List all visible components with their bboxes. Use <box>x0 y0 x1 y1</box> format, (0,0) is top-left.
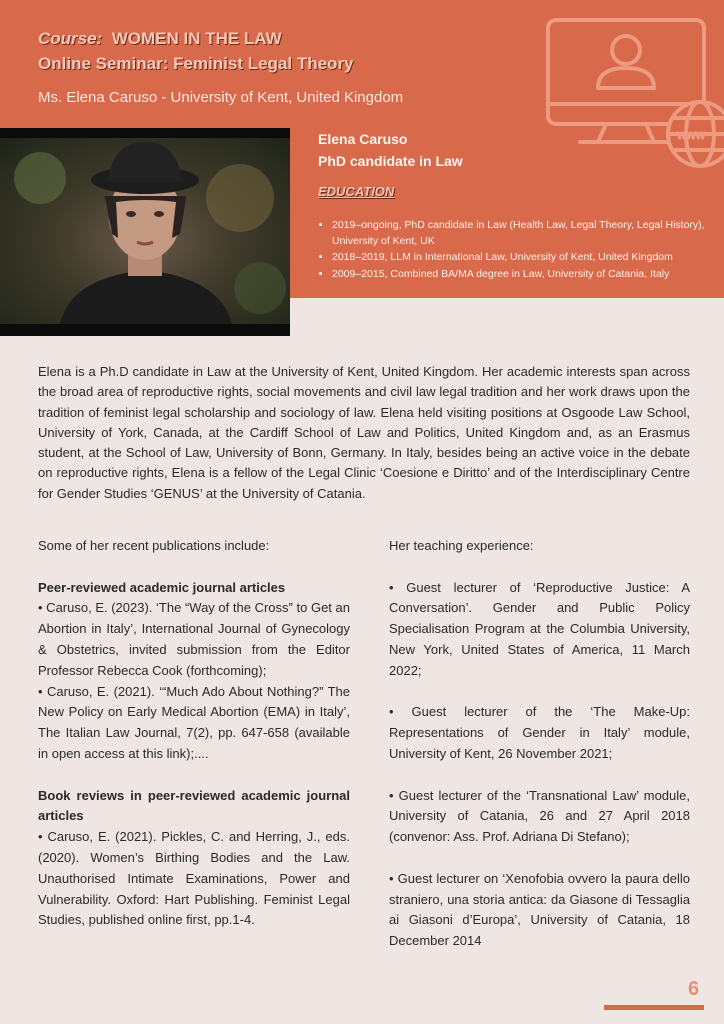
profile-name: Elena Caruso <box>318 131 408 147</box>
education-item: • 2018–2019, LLM in International Law, University of Kent, United Kingdom <box>332 250 722 266</box>
teaching-item: • Guest lecturer of ‘Reproductive Justice: A Conversation’. Gender and Public Policy Specialisation Program at the Columbia University, New York, United States of America, 11 March 2022; <box>389 579 690 678</box>
education-item: • 2019–ongoing, PhD candidate in Law (Health Law, Legal Theory, Legal History), University of Kent, UK <box>332 218 722 249</box>
computer-web-icon <box>540 14 724 184</box>
publication-item: • Caruso, E. (2023). ‘The “Way of the Cross” to Get an Abortion in Italy’, International Journal of Gynecology & Obstetrics, invited submission from the Editor Professor Rebecca Cook (forthcoming); <box>38 600 350 678</box>
publications-column <box>38 536 350 931</box>
education-title: EDUCATION <box>318 184 395 199</box>
svg-text:www: www <box>677 127 706 142</box>
profile-header <box>318 128 463 172</box>
page-number: 6 <box>688 978 700 1000</box>
publication-item: • Caruso, E. (2021). ‘“Much Ado About Nothing?” The New Policy on Early Medical Abortion (EMA) in Italy’, The Italian Law Journal, 7(2), pp. 647-658 (available in open access at this link);.... <box>38 683 350 761</box>
course-prefix: Course: <box>38 29 103 48</box>
teaching-item: • Guest lecturer of the ‘Transnational Law’ module, University of Catania, 26 and 27 April 2018 (convenor: Ass. Prof. Adriana Di Stefano); <box>389 787 690 845</box>
teaching-intro: Her teaching experience: <box>389 538 534 553</box>
seminar-title: Online Seminar: Feminist Legal Theory <box>38 54 354 73</box>
publications-intro: Some of her recent publications include: <box>38 538 270 553</box>
publication-item: • Caruso, E. (2021). Pickles, C. and Herring, J., eds. (2020). Women’s Birthing Bodies and the Law. Unauthorised Intimate Examinations, Power and Vulnerability. Oxford: Hart Publishing. Feminist Legal Studies, published online first, pp.1-4. <box>38 829 350 928</box>
course-title <box>38 26 354 76</box>
education-item: • 2009–2015, Combined BA/MA degree in Law, University of Catania, Italy <box>332 267 722 283</box>
portrait-scene <box>0 138 290 324</box>
teaching-item: • Guest lecturer on ‘Xenofobia ovvero la paura dello straniero, una storia antica: da Giasone di Tessaglia ai Giasoni d’Europa’, University of Catania, 18 December 2014 <box>389 870 690 949</box>
biography-paragraph: Elena is a Ph.D candidate in Law at the University of Kent, United Kingdom. Her academic interests span across the broad area of reproductive rights, social movements and civil law legal tradition and her work draws upon the tradition of feminist legal scholarship and sociology of law. Elena held visiting positions at Osgoode Law School, University of York, Canada, at the Cardiff School of Law and Politics, United Kingdom and, as an Erasmus student, at the School of Law, University of Bonn, Germany. In Italy, besides being an active voice in the debate on reproductive rights, Elena is a fellow of the Legal Clinic ‘Coesione e Diritto’ and of the Interdisciplinary Centre for Gender Studies ‘GENUS’ at the University of Catania. <box>38 364 690 501</box>
teaching-item: • Guest lecturer of the ‘The Make-Up: Representations of Gender in Italy’ module, University of Kent, 26 November 2021; <box>389 704 690 761</box>
education-list <box>318 218 722 283</box>
profile-role: PhD candidate in Law <box>318 153 463 169</box>
speaker-line: Ms. Elena Caruso - University of Kent, United Kingdom <box>38 89 404 106</box>
portrait-photo <box>0 128 290 336</box>
page-number-bar <box>604 1005 704 1010</box>
reviews-heading: Book reviews in peer-reviewed academic journal articles <box>38 787 350 824</box>
course-name: WOMEN IN THE LAW <box>111 29 282 48</box>
teaching-column <box>389 536 690 952</box>
journal-heading: Peer-reviewed academic journal articles <box>38 579 286 595</box>
